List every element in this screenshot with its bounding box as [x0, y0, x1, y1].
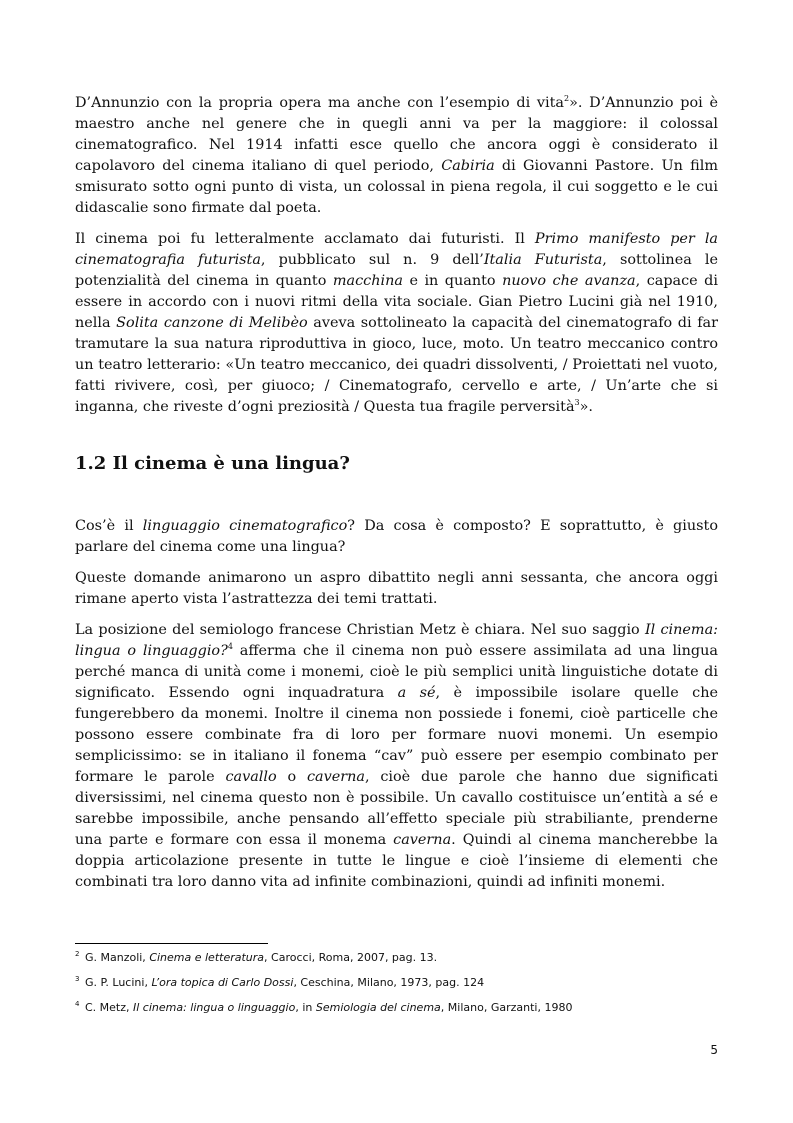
text-run: ». D’Annunzio poi è maestro anche nel genere che in quegli anni va per la maggiore: il colossal cinematografico. Nel 1914 infatti esce quello che ancora oggi è considerato il capolavoro del cinema italiano di quel periodo,	[75, 95, 718, 174]
page-body	[75, 93, 718, 428]
text-run: , pubblicato sul n. 9 dell’	[260, 252, 484, 268]
paragraph-3	[75, 516, 718, 558]
text-run: di Giovanni Pastore. Un film smisurato sotto ogni punto di vista, un colossal in piena regola, il cui soggetto e le cui didascalie sono firmate dal poeta.	[75, 158, 718, 216]
footnote-ref-4[interactable]: 4	[227, 642, 233, 652]
text-run: e in quanto	[402, 273, 503, 289]
emphasis: caverna	[393, 832, 452, 848]
text-run: , è impossibile isolare quelle che fungerebbero da monemi. Inoltre il cinema non possiede i fonemi, cioè particelle che possono essere combinate fra di loro per formare nuovi monemi. Un esempio semplicissimo: se in italiano il fonema “cav” può essere per esempio combinato per formare le parole	[75, 685, 719, 785]
paragraph-4: Queste domande animarono un aspro dibattito negli anni sessanta, che ancora oggi rimane aperto vista l’astrattezza dei temi trattati.	[75, 570, 718, 607]
text-run: o	[276, 769, 307, 785]
text-run: C. Metz,	[84, 1001, 133, 1014]
paragraph-1	[75, 93, 718, 219]
book-title: Cinema e letteratura	[149, 951, 265, 964]
footnote-2	[75, 950, 718, 965]
manifesto-title: Primo manifesto per la cinematografia futurista	[75, 231, 718, 268]
text-run: D’Annunzio con la propria opera ma anche con l’esempio di vita	[75, 95, 564, 111]
essay-title: Il cinema: lingua o linguaggio?	[75, 622, 718, 659]
text-run: Il cinema poi fu letteralmente acclamato dai futuristi. Il	[75, 231, 535, 247]
text-run: , Ceschina, Milano, 1973, pag. 124	[293, 976, 485, 989]
journal-title: Italia Futurista	[483, 252, 603, 268]
text-run: . Quindi al cinema mancherebbe la doppia articolazione presente in tutte le lingue e cioè l’insieme di elementi che combinati tra loro danno vita ad infinite combinazioni, quindi ad infiniti monemi.	[75, 832, 718, 890]
page-body-continued	[75, 516, 718, 903]
section-heading: 1.2 Il cinema è una lingua?	[75, 453, 350, 474]
text-run: Cos’è il	[75, 518, 143, 534]
text-run: La posizione del semiologo francese Christian Metz è chiara. Nel suo saggio	[75, 622, 645, 638]
emphasis: a sé	[397, 685, 436, 701]
page-number: 5	[710, 1043, 718, 1057]
text-run: , cioè due parole che hanno due significati diversissimi, nel cinema questo non è possibile. Un cavallo costituisce un’entità a sé e sarebbe impossibile, anche pensando all’effetto speciale più strabiliante, prenderne una parte e formare con essa il monema	[75, 769, 718, 848]
emphasis: cavallo	[225, 769, 277, 785]
book-title: Semiologia del cinema	[315, 1001, 441, 1014]
text-run: , sottolinea le potenzialità del cinema in quanto	[75, 252, 718, 289]
emphasis: linguaggio cinematografico	[142, 518, 348, 534]
footnotes	[75, 943, 718, 1025]
footnote-ref-2[interactable]: 2	[564, 94, 570, 104]
text-run: ».	[579, 399, 594, 415]
text-run: , Carocci, Roma, 2007, pag. 13.	[264, 951, 438, 964]
emphasis: caverna	[306, 769, 365, 785]
emphasis: macchina	[332, 273, 403, 289]
text-run: , in	[295, 1001, 316, 1014]
footnote-4	[75, 1000, 718, 1015]
text-run: afferma che il cinema non può essere assimilata ad una lingua perché manca di unità come i monemi, cioè le più semplici unità linguistiche dotate di significato. Essendo ogni inquadratura	[75, 643, 718, 701]
book-title: L’ora topica di Carlo Dossi	[151, 976, 294, 989]
footnote-separator	[75, 943, 268, 944]
text-run: G. P. Lucini,	[84, 976, 152, 989]
text-run: ? Da cosa è composto? E soprattutto, è giusto parlare del cinema come una lingua?	[75, 518, 718, 555]
essay-title: Il cinema: lingua o linguaggio	[132, 1001, 296, 1014]
footnote-ref-3[interactable]: 3	[574, 398, 580, 408]
text-run: , Milano, Garzanti, 1980	[440, 1001, 573, 1014]
text-run: aveva sottolineato la capacità del cinematografo di far tramutare la sua natura riproduttiva in gioco, luce, moto. Un teatro meccanico contro un teatro letterario: «Un teatro meccanico, dei quadri dissolventi, / Proiettati nel vuoto, fatti rivivere, così, per giuoco; / Cinematografo, cervello e arte, / Un’arte che si inganna, che riveste d’ogni preziosità / Questa tua fragile perversità	[75, 315, 718, 415]
text-run: , capace di essere in accordo con i nuovi ritmi della vita sociale. Gian Pietro Lucini già nel 1910, nella	[75, 273, 718, 331]
paragraph-2	[75, 229, 718, 418]
footnote-number: 4	[75, 1000, 80, 1009]
paragraph-5	[75, 620, 718, 893]
footnote-3	[75, 975, 718, 990]
text-run: G. Manzoli,	[84, 951, 150, 964]
film-title: Cabiria	[441, 158, 495, 174]
footnote-number: 2	[75, 950, 80, 959]
footnote-number: 3	[75, 975, 80, 984]
poem-title: Solita canzone di Melibèo	[116, 315, 308, 331]
emphasis: nuovo che avanza	[502, 273, 636, 289]
